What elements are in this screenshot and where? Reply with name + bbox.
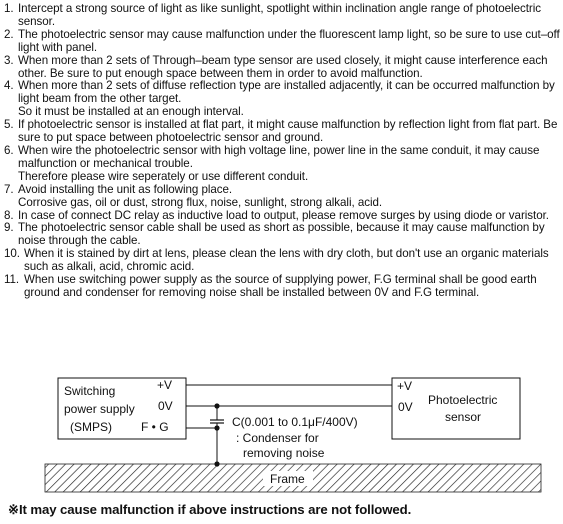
- caution-number: 9.: [4, 221, 14, 235]
- caution-number: 7.: [4, 182, 14, 196]
- caution-text: In case of connect DC relay as inductive load to output, please remove surges by using diode or varistor.: [18, 208, 549, 222]
- smps-label-line3: (SMPS): [70, 420, 112, 434]
- caution-text-continued: So it must be installed at an enough interval.: [18, 105, 244, 119]
- caution-text: The photoelectric sensor may cause malfunction under the fluorescent lamp light, so be sure to use cut–off light with panel.: [18, 27, 560, 54]
- malfunction-warning: ※It may cause malfunction if above instructions are not followed.: [8, 502, 412, 517]
- caution-number: 1.: [4, 2, 14, 15]
- sensor-terminal-zero: 0V: [398, 400, 413, 414]
- capacitor-desc-line1: : Condenser for: [236, 431, 319, 445]
- caution-number: 5.: [4, 118, 14, 132]
- sensor-label-line1: Photoelectric: [428, 393, 498, 407]
- caution-text-continued: Corrosive gas, oil or dust, strong flux, noise, sunlight, strong alkali, acid.: [18, 195, 383, 209]
- caution-text: When more than 2 sets of diffuse reflection type are installed adjacently, it can be occurred malfunction by light beam from the other target.: [18, 79, 555, 106]
- sensor-label-line2: sensor: [445, 410, 482, 424]
- caution-number: 3.: [4, 53, 14, 67]
- frame-label: Frame: [270, 472, 305, 486]
- smps-label-line2: power supply: [64, 402, 135, 416]
- caution-item-6: [4, 145, 560, 184]
- caution-item-3: [4, 55, 560, 81]
- smps-terminal-positive: +V: [157, 378, 173, 392]
- smps-terminal-fg: F • G: [141, 420, 169, 434]
- caution-number: 2.: [4, 27, 14, 41]
- caution-text: When it is stained by dirt at lens, please clean the lens with dry cloth, but don't use an organic materials such as alkali, acid, chromic acid.: [24, 247, 549, 274]
- caution-text: When wire the photoelectric sensor with high voltage line, power line in the same conduit, it may cause malfunction or mechanical trouble.: [18, 143, 540, 170]
- sensor-terminal-positive: +V: [397, 379, 413, 393]
- caution-text: Avoid installing the unit as following place.: [18, 182, 233, 196]
- caution-item-2: [4, 29, 560, 55]
- fg-junction: [214, 425, 219, 430]
- caution-text: When more than 2 sets of Through–beam type sensor are used closely, it might cause interference each other. Be sure to put enough space between them in order to avoid malfunction.: [18, 53, 548, 80]
- caution-number: 8.: [4, 208, 14, 222]
- caution-item-4: [4, 80, 560, 119]
- frame-junction: [214, 461, 219, 466]
- caution-list: [4, 3, 560, 300]
- caution-text: Intercept a strong source of light as like sunlight, spotlight within inclination angle range of photoelectric sensor.: [18, 2, 541, 28]
- smps-label-line1: Switching: [64, 384, 116, 398]
- caution-item-9: [4, 222, 560, 248]
- caution-item-11: [4, 274, 560, 300]
- caution-item-5: [4, 119, 560, 145]
- capacitor-value-label: C(0.001 to 0.1μF/400V): [232, 415, 358, 429]
- caution-text: If photoelectric sensor is installed at flat part, it might cause malfunction by reflection light from flat part. Be sure to put space between photoelectric sensor and ground.: [18, 118, 558, 145]
- caution-text: When use switching power supply as the source of supplying power, F.G terminal shall be good earth ground and condenser for removing noise shall be installed between 0V and F.G terminal.: [24, 273, 537, 299]
- caution-text: The photoelectric sensor cable shall be used as short as possible, because it may cause malfunction by noise through the cable.: [18, 221, 545, 248]
- caution-number: 4.: [4, 79, 14, 93]
- caution-text-continued: Therefore please wire seperately or use different conduit.: [18, 169, 309, 183]
- caution-item-7: [4, 184, 560, 210]
- caution-number: 10.: [4, 247, 20, 261]
- noise-condenser-wiring-diagram: [0, 368, 563, 498]
- smps-terminal-zero: 0V: [158, 399, 173, 413]
- caution-number: 11.: [4, 273, 20, 287]
- caution-item-1: [4, 3, 560, 29]
- caution-item-10: [4, 248, 560, 274]
- caution-number: 6.: [4, 143, 14, 157]
- capacitor-desc-line2: removing noise: [243, 446, 325, 460]
